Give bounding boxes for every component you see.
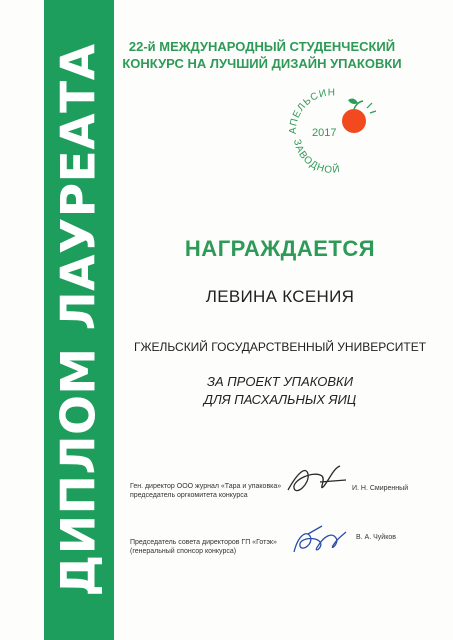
signatory-1-name: И. Н. Смиренный (352, 485, 409, 492)
logo-year: 2017 (312, 127, 337, 139)
signatory-2-title: Председатель совета директоров ГП «Готэк» (генеральный спонсор конкурса) (130, 539, 277, 555)
logo-bottom-text: ЗАВОДНОЙ (290, 138, 342, 176)
university-name: ГЖЕЛЬСКИЙ ГОСУДАРСТВЕННЫЙ УНИВЕРСИТЕТ (133, 340, 427, 354)
contest-line-1: 22-й МЕЖДУНАРОДНЫЙ СТУДЕНЧЕСКИЙ (128, 39, 396, 54)
project-line-2: ДЛЯ ПАСХАЛЬНЫХ ЯИЦ (203, 392, 357, 407)
project-description (130, 373, 430, 409)
contest-heading (112, 38, 412, 72)
signatory-2-name: В. А. Чуйков (356, 534, 396, 541)
recipient-name: ЛЕВИНА КСЕНИЯ (205, 287, 355, 306)
orange-apple-icon (342, 99, 376, 133)
diploma-title: ДИПЛОМ ЛАУРЕАТА (51, 43, 107, 597)
signatory-1-title: Ген. директор ООО журнал «Тара и упаковка» председатель оргкомитета конкурса (130, 483, 282, 499)
signature-2 (288, 522, 350, 562)
awarded-heading: НАГРАЖДАЕТСЯ (184, 236, 376, 261)
logo-top-text: АПЕЛЬСИН (287, 87, 337, 135)
svg-text:ЗАВОДНОЙ (291, 138, 341, 176)
contest-line-2: КОНКУРС НА ЛУЧШИЙ ДИЗАЙН УПАКОВКИ (122, 56, 402, 71)
contest-logo (282, 80, 382, 180)
signature-1 (284, 462, 348, 502)
project-line-1: ЗА ПРОЕКТ УПАКОВКИ (206, 374, 353, 389)
